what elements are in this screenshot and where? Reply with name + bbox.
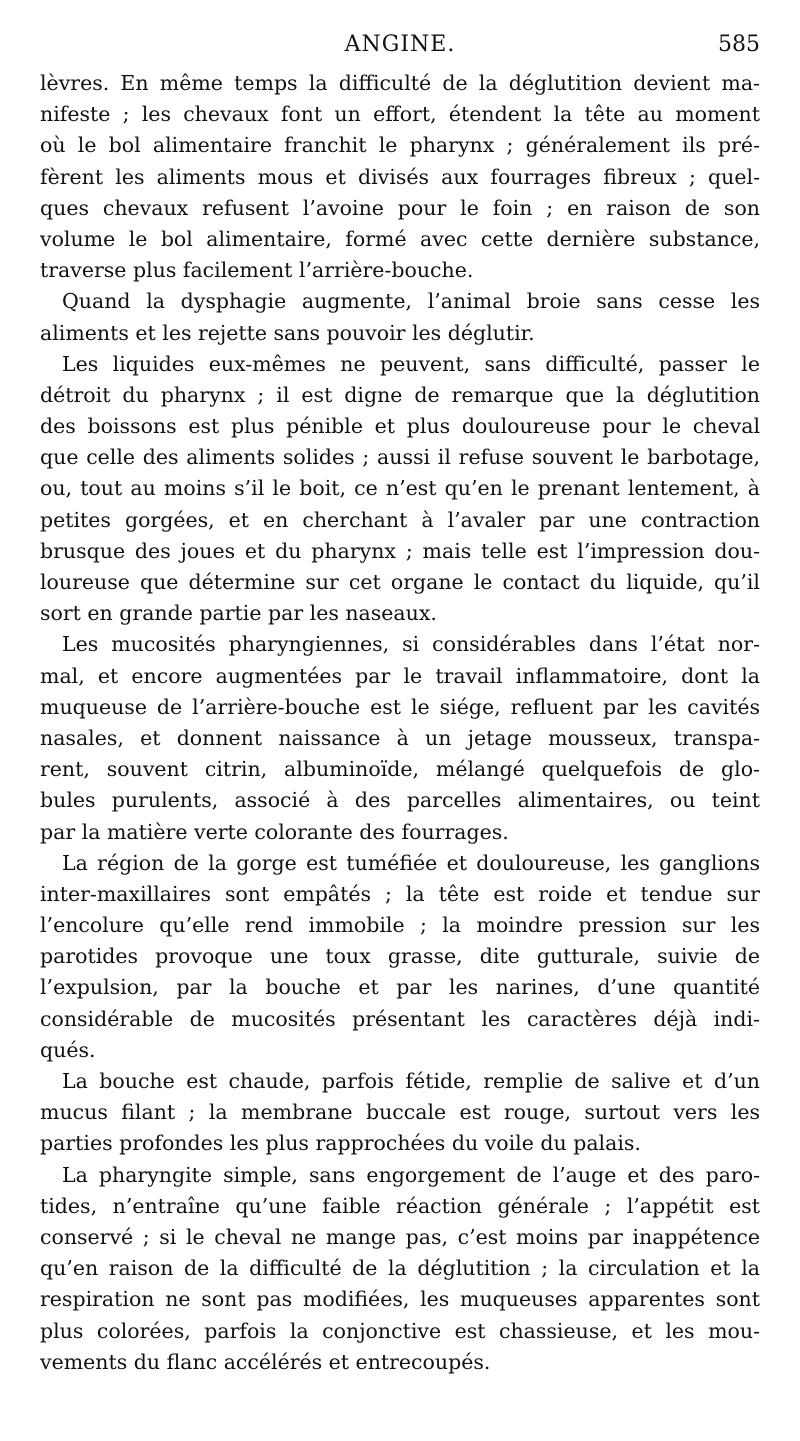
text-line: mal, et encore augmentées par le travail inflammatoire, dont la — [40, 663, 760, 688]
body-text — [40, 68, 760, 1378]
text-line: nifeste ; les chevaux font un effort, étendent la tête au moment — [40, 102, 760, 127]
text-line: vements du flanc accélérés et entrecoupés. — [40, 1349, 491, 1374]
text-line: que celle des aliments solides ; aussi il refuse souvent le barbotage, — [40, 445, 760, 470]
text-line: l’expulsion, par la bouche et par les narines, d’une quantité — [40, 975, 760, 1000]
text-line: traverse plus facilement l’arrière-bouche. — [40, 258, 474, 283]
text-line: où le bol alimentaire franchit le pharynx ; généralement ils pré- — [40, 133, 760, 158]
text-line: La région de la gorge est tuméfiée et douloureuse, les ganglions — [62, 850, 760, 875]
text-line: La pharyngite simple, sans engorgement de l’auge et des paro- — [62, 1162, 760, 1187]
text-line: par la matière verte colorante des fourrages. — [40, 819, 509, 844]
text-line: loureuse que détermine sur cet organe le contact du liquide, qu’il — [40, 570, 760, 594]
text-line: volume le bol alimentaire, formé avec cette dernière substance, — [40, 226, 760, 251]
text-line: parotides provoque une toux grasse, dite gutturale, suivie de — [40, 944, 760, 969]
text-line: bules purulents, associé à des parcelles alimentaires, ou teint — [40, 788, 760, 813]
text-line: ou, tout au moins s’il le boit, ce n’est qu’en le prenant lentement, à — [40, 476, 760, 501]
text-line: muqueuse de l’arrière-bouche est le siége, refluent par les cavités — [40, 694, 760, 719]
text-line: aliments et les rejette sans pouvoir les déglutir. — [40, 320, 535, 345]
text-line: rent, souvent citrin, albuminoïde, mélangé quelquefois de glo- — [40, 757, 760, 782]
text-line: qués. — [40, 1037, 96, 1062]
text-line: plus colorées, parfois la conjonctive est chassieuse, et les mou- — [40, 1318, 760, 1343]
text-line: lèvres. En même temps la difficulté de la déglutition devient ma- — [40, 71, 760, 95]
text-line: l’encolure qu’elle rend immobile ; la moindre pression sur les — [40, 913, 760, 938]
text-line: Quand la dysphagie augmente, l’animal broie sans cesse les — [62, 289, 760, 314]
text-line: parties profondes les plus rapprochées du voile du palais. — [40, 1131, 641, 1156]
text-line: mucus filant ; la membrane buccale est rouge, surtout vers les — [40, 1100, 760, 1125]
text-line: sort en grande partie par les naseaux. — [40, 601, 437, 626]
text-line: détroit du pharynx ; il est digne de remarque que la déglutition — [40, 382, 760, 407]
text-line: qu’en raison de la difficulté de la déglutition ; la circulation et la — [40, 1256, 760, 1281]
text-line: ques chevaux refusent l’avoine pour le foin ; en raison de son — [40, 195, 760, 220]
text-line: fèrent les aliments mous et divisés aux fourrages fibreux ; quel- — [40, 164, 760, 189]
text-line: petites gorgées, et en cherchant à l’avaler par une contraction — [40, 507, 760, 532]
text-line: Les liquides eux-mêmes ne peuvent, sans difficulté, passer le — [62, 351, 760, 376]
text-line: considérable de mucosités présentant les caractères déjà indi- — [40, 1006, 760, 1031]
text-line: nasales, et donnent naissance à un jetage mousseux, transpa- — [40, 725, 760, 750]
text-line: brusque des joues et du pharynx ; mais telle est l’impression dou- — [40, 538, 760, 563]
running-title: ANGINE. — [344, 32, 456, 57]
text-line: des boissons est plus pénible et plus douloureuse pour le cheval — [40, 414, 760, 439]
text-line: conservé ; si le cheval ne mange pas, c’est moins par inappétence — [40, 1224, 760, 1249]
page-number: 585 — [718, 32, 760, 57]
page-header — [40, 28, 760, 68]
text-line: tides, n’entraîne qu’une faible réaction générale ; l’appétit est — [40, 1193, 760, 1218]
text-line: inter-maxillaires sont empâtés ; la tête est roide et tendue sur — [40, 881, 760, 906]
text-line: La bouche est chaude, parfois fétide, remplie de salive et d’un — [62, 1069, 760, 1093]
text-line: Les mucosités pharyngiennes, si considérables dans l’état nor- — [62, 632, 760, 657]
text-line: respiration ne sont pas modifiées, les muqueuses apparentes sont — [40, 1287, 760, 1312]
